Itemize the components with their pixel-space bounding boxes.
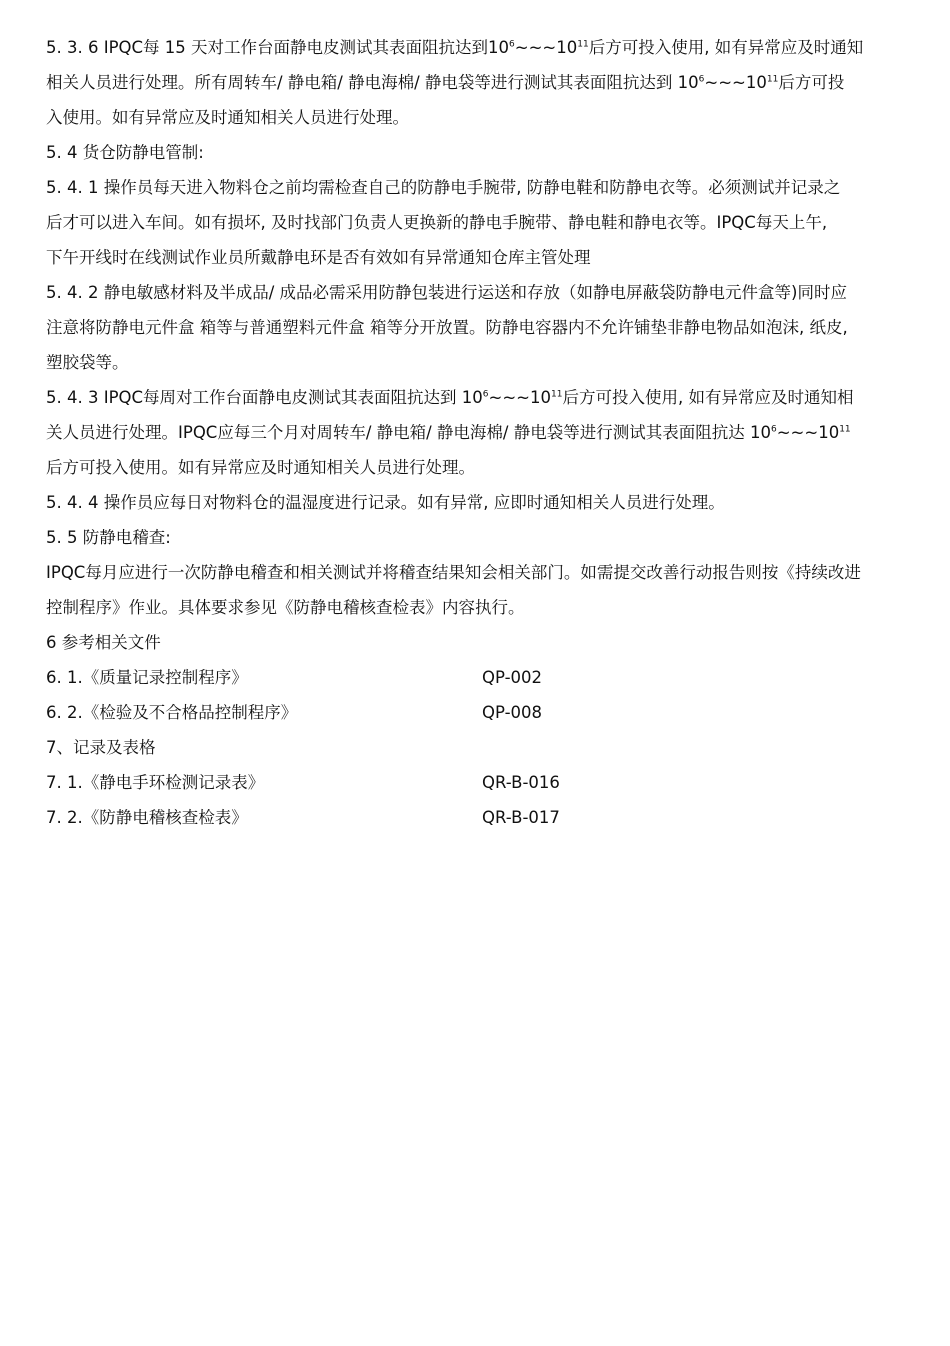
- reference-code: QP-002: [482, 668, 543, 687]
- record-title: 7. 2.《防静电稽核查检表》: [46, 808, 248, 827]
- text-run: 关人员进行处理。IPQC应每三个月对周转车/ 静电箱/ 静电海棉/ 静电袋等进行测试其表面阻抗达 10: [46, 423, 771, 442]
- section-5-4-1-line-1: 5. 4. 1 操作员每天进入物料仓之前均需检查自己的防静电手腕带, 防静电鞋和防静电衣等。必须测试并记录之: [46, 178, 841, 197]
- exponent: 11: [839, 424, 851, 435]
- text-run: ~~~10: [514, 38, 578, 57]
- exponent: 11: [551, 389, 563, 400]
- text-run: ~~~10: [704, 73, 767, 92]
- exponent: 6: [482, 389, 489, 400]
- reference-title: 6. 1.《质量记录控制程序》: [46, 668, 248, 687]
- section-5-3-6-line-1: [46, 30, 928, 65]
- section-5-4-2-line-2: 注意将防静电元件盒 箱等与普通塑料元件盒 箱等分开放置。防静电容器内不允许铺垫非静电物品如泡沫, 纸皮,: [46, 318, 848, 337]
- section-5-4-1-line-3: 下午开线时在线测试作业员所戴静电环是否有效如有异常通知仓库主管处理: [46, 248, 591, 267]
- section-5-4-2-line-3: 塑胶袋等。: [46, 353, 129, 372]
- reference-title: 6. 2.《检验及不合格品控制程序》: [46, 703, 298, 722]
- record-code: QR-B-016: [482, 773, 560, 792]
- document-page: [46, 30, 928, 835]
- record-row: [46, 765, 928, 800]
- reference-row: [46, 660, 928, 695]
- reference-row: [46, 695, 928, 730]
- section-5-4-1-line-2: 后才可以进入车间。如有损坏, 及时找部门负责人更换新的静电手腕带、静电鞋和静电衣等。IPQC每天上午,: [46, 213, 828, 232]
- exponent: 11: [766, 74, 779, 85]
- section-6-heading: 6 参考相关文件: [46, 633, 161, 652]
- text-run: 后方可投入使用, 如有异常应及时通知相: [562, 388, 854, 407]
- text-run: ~~~10: [776, 423, 840, 442]
- section-5-5-line-1: IPQC每月应进行一次防静电稽查和相关测试并将稽查结果知会相关部门。如需提交改善行动报告则按《持续改进: [46, 563, 861, 582]
- text-run: 5. 4. 3 IPQC每周对工作台面静电皮测试其表面阻抗达到 10: [46, 388, 483, 407]
- reference-code: QP-008: [482, 703, 543, 722]
- text-run: 5. 3. 6 IPQC每 15 天对工作台面静电皮测试其表面阻抗达到10: [46, 38, 510, 57]
- exponent: 6: [770, 424, 777, 435]
- text-run: 后方可投: [778, 73, 845, 92]
- record-row: [46, 800, 928, 835]
- section-7-heading: 7、记录及表格: [46, 738, 156, 757]
- section-5-3-6-line-3: 入使用。如有异常应及时通知相关人员进行处理。: [46, 108, 409, 127]
- section-5-4-3-line-3: 后方可投入使用。如有异常应及时通知相关人员进行处理。: [46, 458, 475, 477]
- section-5-3-6-line-2: [46, 65, 928, 100]
- record-code: QR-B-017: [482, 808, 560, 827]
- text-run: ~~~10: [488, 388, 552, 407]
- section-5-5-line-2: 控制程序》作业。具体要求参见《防静电稽核查检表》内容执行。: [46, 598, 525, 617]
- text-run: 后方可投入使用, 如有异常应及时通知: [588, 38, 864, 57]
- exponent: 11: [577, 39, 589, 50]
- record-title: 7. 1.《静电手环检测记录表》: [46, 773, 265, 792]
- section-5-5-heading: 5. 5 防静电稽查:: [46, 528, 171, 547]
- section-5-4-4: 5. 4. 4 操作员应每日对物料仓的温湿度进行记录。如有异常, 应即时通知相关人员进行处理。: [46, 493, 725, 512]
- section-5-4-3-line-1: [46, 380, 928, 415]
- exponent: 6: [698, 74, 705, 85]
- section-5-4-heading: 5. 4 货仓防静电管制:: [46, 143, 204, 162]
- exponent: 6: [509, 39, 515, 50]
- section-5-4-2-line-1: 5. 4. 2 静电敏感材料及半成品/ 成品必需采用防静包装进行运送和存放（如静电屏蔽袋防静电元件盒等)同时应: [46, 283, 847, 302]
- section-5-4-3-line-2: [46, 415, 928, 450]
- text-run: 相关人员进行处理。所有周转车/ 静电箱/ 静电海棉/ 静电袋等进行测试其表面阻抗达到 10: [46, 73, 699, 92]
